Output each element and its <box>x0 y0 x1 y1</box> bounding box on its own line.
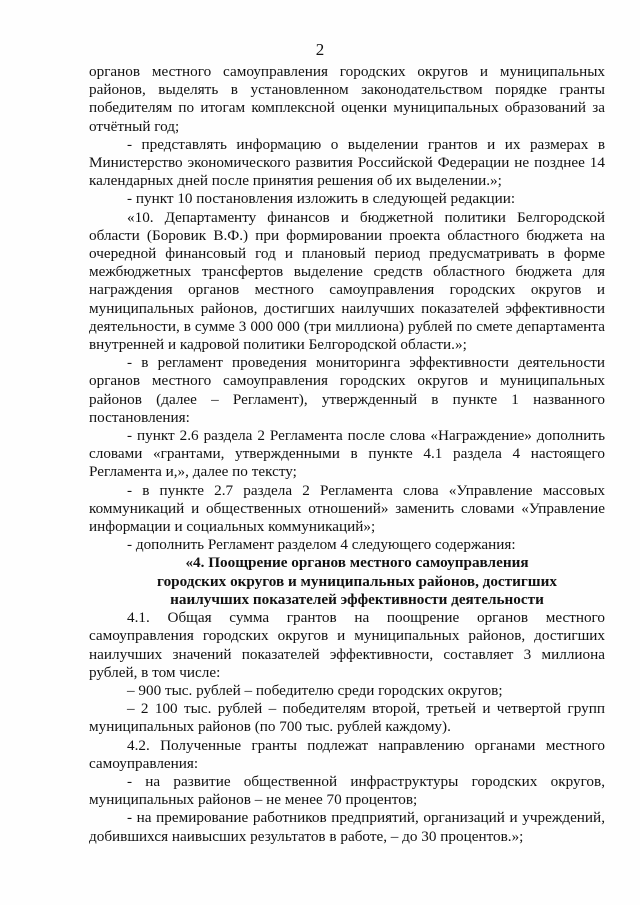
page-number: 2 <box>315 40 325 59</box>
paragraph-continuation: органов местного самоуправления городских округов и муниципальных районов, выделять в установленном законодательством порядке гранты победителям по итогам комплексной оценки муниципальных образований за отчётный год; <box>89 63 605 135</box>
paragraph-point-10-text: «10. Департаменту финансов и бюджетной политики Белгородской области (Боровик В.Ф.) при формировании проекта областного бюджета на очередной финансовый год и плановый период предусматривать в форме межбюджетных трансфертов выделение средств областного бюджета для награждения органов местного самоуправления городских округов и муниципальных районов, достигших наилучших показателей эффективности деятельности, в сумме 3 000 000 (три миллиона) рублей по смете департамента внутренней и кадровой политики Белгородской области.»; <box>89 208 605 354</box>
list-item-city-districts: – 900 тыс. рублей – победителю среди городских округов; <box>127 681 503 699</box>
section-heading-line: городских округов и муниципальных районов, достигших <box>157 572 557 590</box>
section-heading-line: наилучших показателей эффективности деятельности <box>170 590 544 608</box>
paragraph-add-section-4: - дополнить Регламент разделом 4 следующего содержания: <box>127 536 516 554</box>
document-body <box>89 63 605 846</box>
section-heading <box>89 554 605 609</box>
paragraph-point-2-6: - пункт 2.6 раздела 2 Регламента после слова «Награждение» дополнить словами «грантами, утвержденными в пункте 4.1 раздела 4 настоящего Регламента и,», далее по тексту; <box>89 427 605 481</box>
paragraph-point-2-7: - в пункте 2.7 раздела 2 Регламента слова «Управление массовых коммуникаций и общественных отношений» заменить словами «Управление информации и социальных коммуникаций»; <box>89 481 605 536</box>
section-heading-line: «4. Поощрение органов местного самоуправления <box>185 554 529 572</box>
paragraph-point-10-intro: - пункт 10 постановления изложить в следующей редакции: <box>127 190 516 208</box>
list-item-infrastructure: - на развитие общественной инфраструктуры городских округов, муниципальных районов – не менее 70 процентов; <box>89 772 605 809</box>
paragraph-4-1: 4.1. Общая сумма грантов на поощрение органов местного самоуправления городских округов и муниципальных районов, достигших наилучших значений показателей эффективности, составляет 3 миллиона рублей, в том числе: <box>89 609 605 681</box>
list-item-municipal-districts: – 2 100 тыс. рублей – победителям второй, третьей и четвертой групп муниципальных районов (по 700 тыс. рублей каждому). <box>89 700 605 736</box>
paragraph-reglament-intro: - в регламент проведения мониторинга эффективности деятельности органов местного самоуправления городских округов и муниципальных районов (далее – Регламент), утвержденный в пункте 1 названного постановления: <box>89 354 605 426</box>
paragraph-report-info: - представлять информацию о выделении грантов и их размерах в Министерство экономического развития Российской Федерации не позднее 14 календарных дней после принятия решения об их выделении.»; <box>89 135 605 190</box>
list-item-bonuses: - на премирование работников предприятий, организаций и учреждений, добившихся наивысших результатов в работе, – до 30 процентов.»; <box>89 809 605 845</box>
paragraph-4-2: 4.2. Полученные гранты подлежат направлению органами местного самоуправления: <box>89 736 605 772</box>
